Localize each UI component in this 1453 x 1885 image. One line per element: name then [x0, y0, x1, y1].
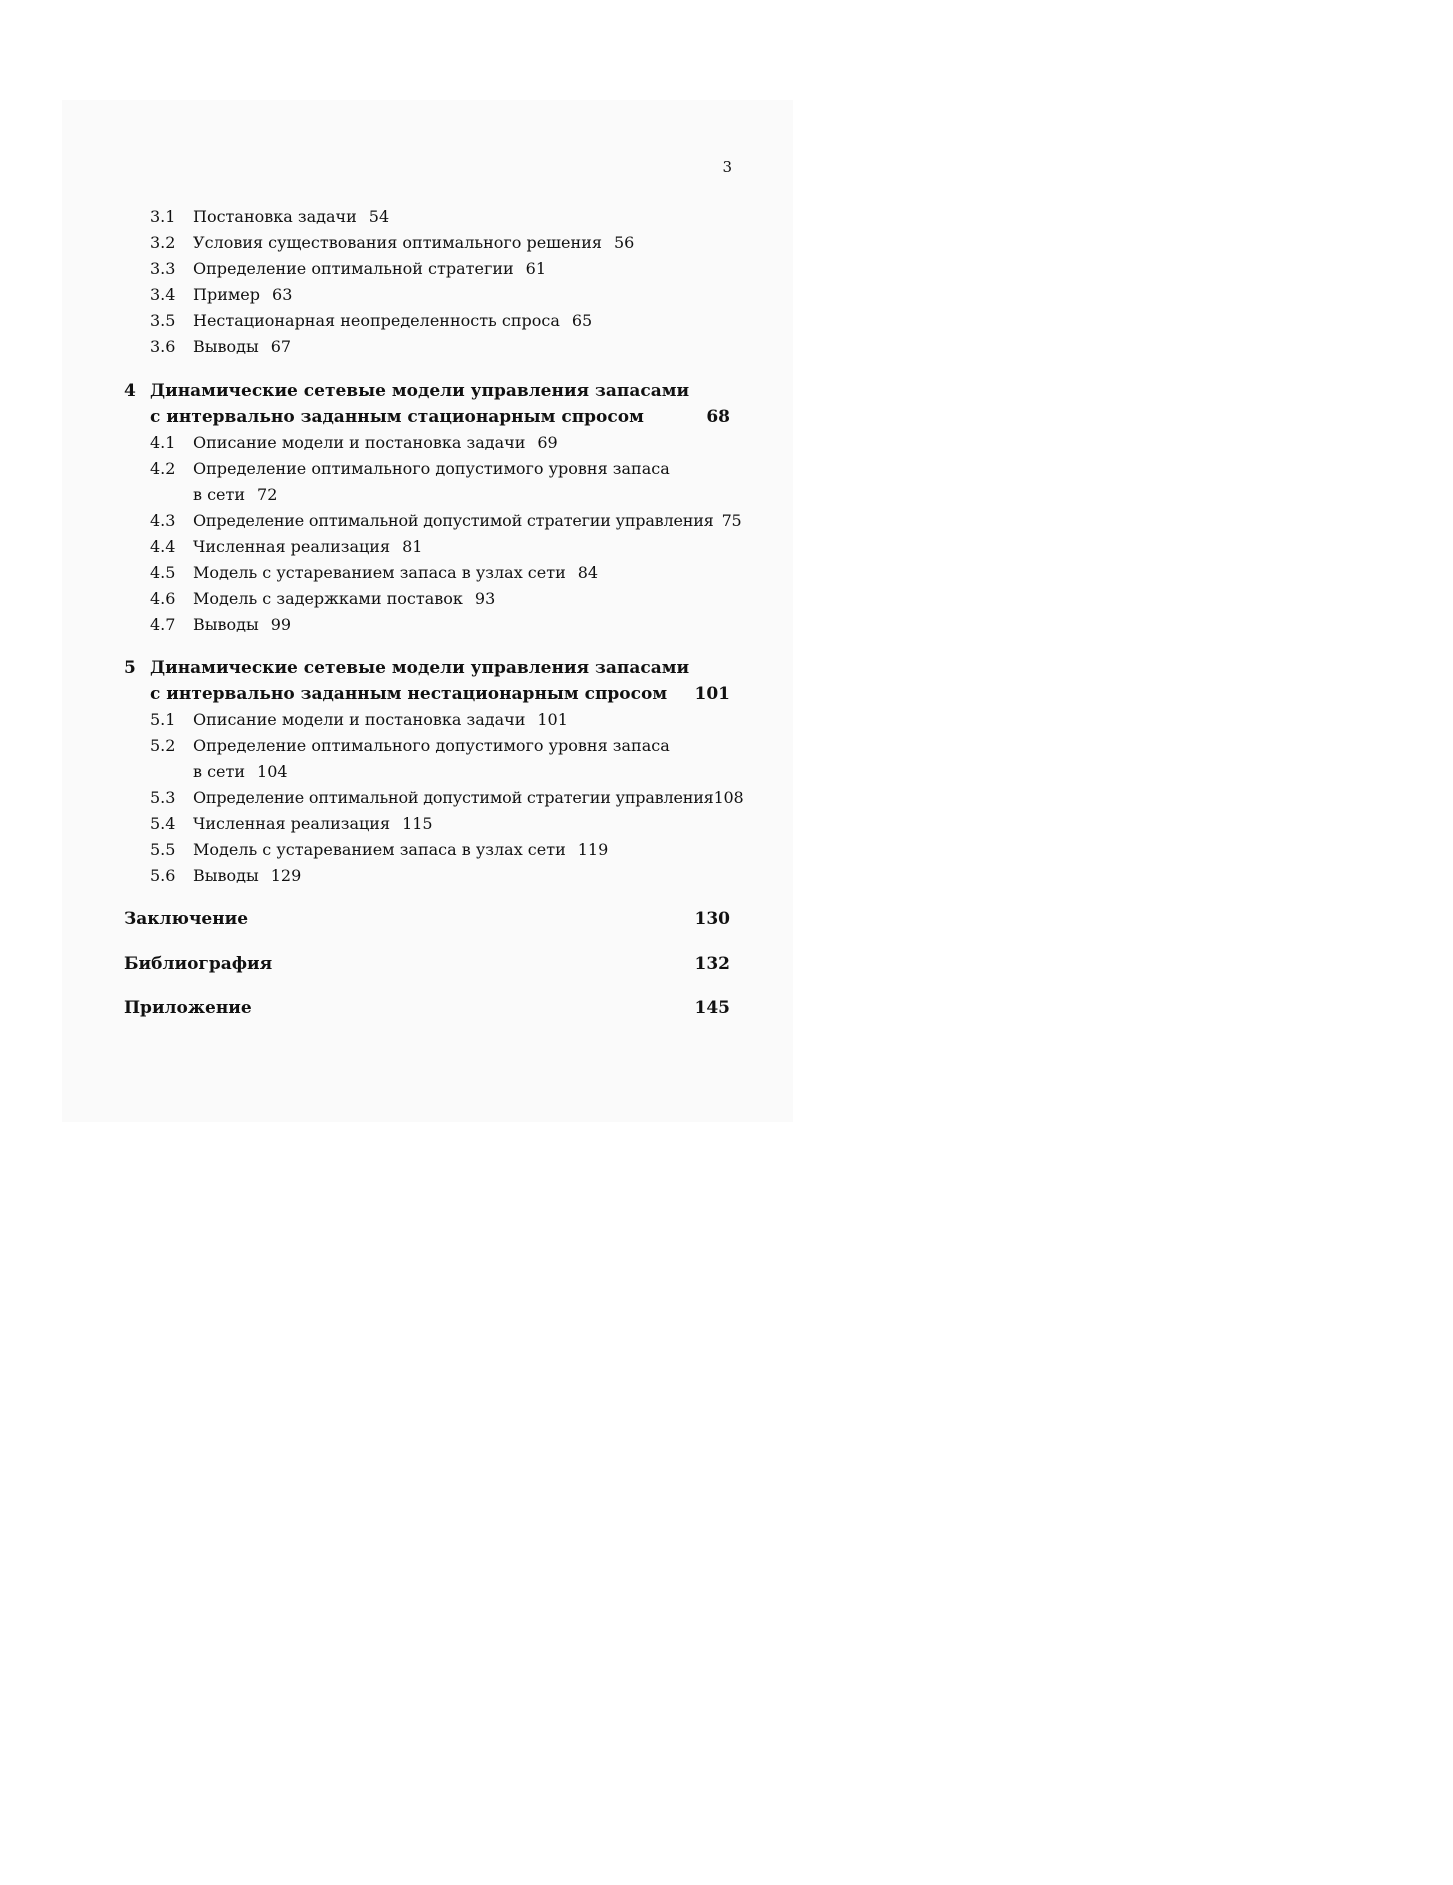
toc-entry-title: Определение оптимального допустимого уровня запаса — [193, 459, 670, 478]
back-matter-page: 145 — [694, 998, 730, 1018]
chapter-title-line-1: Динамические сетевые модели управления запасами — [150, 658, 690, 678]
toc-appendix[interactable] — [124, 995, 730, 1021]
toc-entry-page: 101 — [537, 710, 568, 729]
toc-entry-number: 5.3 — [150, 788, 176, 807]
toc-entry-page: 54 — [368, 207, 390, 226]
toc-entry-number: 3.2 — [150, 233, 176, 252]
toc-entry-3-4[interactable] — [0, 282, 793, 308]
toc-entry-number: 4.7 — [150, 615, 176, 634]
chapter-page: 101 — [694, 684, 730, 704]
toc-entry-page: 104 — [257, 762, 288, 781]
toc-entry-title-cont: в сети — [193, 762, 246, 781]
toc-entry-number: 4.5 — [150, 563, 176, 582]
toc-bibliography[interactable] — [124, 951, 730, 977]
toc-entry-5-4[interactable] — [0, 811, 793, 837]
toc-entry-4-5[interactable] — [0, 560, 793, 586]
toc-conclusion[interactable] — [124, 906, 730, 932]
toc-entry-number: 3.5 — [150, 311, 176, 330]
toc-entry-number: 5.6 — [150, 866, 176, 885]
toc-entry-3-6[interactable] — [0, 334, 793, 360]
toc-entry-page: 72 — [257, 485, 278, 504]
toc-entry-number: 3.3 — [150, 259, 176, 278]
toc-entry-title: Выводы — [193, 866, 259, 885]
toc-entry-number: 5.4 — [150, 814, 176, 833]
toc-entry-title: Нестационарная неопределенность спроса — [193, 311, 560, 330]
chapter-number: 5 — [124, 658, 136, 678]
toc-entry-page: 67 — [270, 337, 292, 356]
toc-entry-number: 3.4 — [150, 285, 176, 304]
toc-entry-3-2[interactable] — [0, 230, 793, 256]
toc-entry-5-2-cont[interactable] — [0, 759, 793, 785]
toc-entry-page: 84 — [577, 563, 599, 582]
toc-entry-page: 115 — [402, 814, 433, 833]
toc-entry-page: 61 — [525, 259, 547, 278]
toc-entry-page: 129 — [270, 866, 302, 885]
toc-entry-5-6[interactable] — [0, 863, 793, 889]
toc-entry-4-3[interactable] — [0, 508, 793, 534]
toc-entry-page: 63 — [272, 285, 293, 304]
toc-entry-5-1[interactable] — [0, 707, 793, 733]
back-matter-title: Библиография — [124, 954, 273, 974]
toc-entry-4-2[interactable] — [0, 456, 793, 482]
toc-entry-number: 4.2 — [150, 459, 176, 478]
toc-entry-page: 93 — [474, 589, 496, 608]
chapter-number: 4 — [124, 381, 136, 401]
toc-entry-5-2[interactable] — [0, 733, 793, 759]
toc-entry-page: 81 — [402, 537, 423, 556]
toc-entry-title: Определение оптимальной допустимой стратегии управления — [193, 511, 714, 530]
back-matter-page: 130 — [694, 909, 730, 929]
toc-entry-5-5[interactable] — [0, 837, 793, 863]
toc-entry-number: 4.6 — [150, 589, 176, 608]
toc-entry-number: 5.5 — [150, 840, 176, 859]
toc-entry-3-1[interactable] — [0, 204, 793, 230]
toc-entry-title: Определение оптимальной допустимой стратегии управления — [193, 788, 714, 807]
page-number: 3 — [722, 158, 732, 176]
toc-entry-title: Постановка задачи — [193, 207, 357, 226]
toc-entry-number: 4.4 — [150, 537, 176, 556]
toc-entry-title: Выводы — [193, 615, 259, 634]
toc-entry-page: 65 — [571, 311, 593, 330]
toc-entry-5-3[interactable] — [0, 785, 793, 811]
toc-entry-page: 75 — [721, 511, 742, 530]
toc-entry-title: Модель с устареванием запаса в узлах сети — [193, 563, 566, 582]
chapter-title-line-1: Динамические сетевые модели управления запасами — [150, 381, 690, 401]
toc-entry-4-2-cont[interactable] — [0, 482, 793, 508]
toc-entry-page: 69 — [537, 433, 558, 452]
toc-entry-title: Модель с задержками поставок — [193, 589, 463, 608]
toc-entry-title: Численная реализация — [193, 537, 391, 556]
toc-entry-page: 119 — [577, 840, 609, 859]
toc-entry-4-1[interactable] — [0, 430, 793, 456]
chapter-title-line-2: с интервально заданным нестационарным спросом — [150, 684, 668, 704]
chapter-page: 68 — [706, 407, 730, 427]
toc-entry-title: Условия существования оптимального решения — [193, 233, 602, 252]
toc-entry-title: Описание модели и постановка задачи — [193, 433, 526, 452]
toc-entry-4-7[interactable] — [0, 612, 793, 638]
toc-entry-title: Описание модели и постановка задачи — [193, 710, 526, 729]
toc-entry-3-3[interactable] — [0, 256, 793, 282]
toc-entry-3-5[interactable] — [0, 308, 793, 334]
toc-entry-page: 56 — [613, 233, 635, 252]
back-matter-page: 132 — [694, 954, 730, 974]
toc-entry-title: Пример — [193, 285, 261, 304]
toc-entry-title: Определение оптимального допустимого уровня запаса — [193, 736, 670, 755]
toc-entry-title: Выводы — [193, 337, 259, 356]
toc-entry-page: 99 — [270, 615, 292, 634]
back-matter-title: Приложение — [124, 998, 252, 1018]
toc-entry-title: Численная реализация — [193, 814, 391, 833]
toc-entry-4-6[interactable] — [0, 586, 793, 612]
toc-entry-title: Определение оптимальной стратегии — [193, 259, 514, 278]
toc-entry-page: 108 — [713, 788, 744, 807]
chapter-title-line-2: с интервально заданным стационарным спросом — [150, 407, 644, 427]
toc-entry-number: 4.3 — [150, 511, 176, 530]
toc-entry-number: 3.6 — [150, 337, 176, 356]
toc-entry-number: 5.2 — [150, 736, 176, 755]
back-matter-title: Заключение — [124, 909, 249, 929]
toc-entry-title-cont: в сети — [193, 485, 246, 504]
toc-entry-number: 5.1 — [150, 710, 176, 729]
toc-entry-4-4[interactable] — [0, 534, 793, 560]
toc-entry-number: 3.1 — [150, 207, 176, 226]
toc-entry-title: Модель с устареванием запаса в узлах сети — [193, 840, 566, 859]
toc-entry-number: 4.1 — [150, 433, 176, 452]
